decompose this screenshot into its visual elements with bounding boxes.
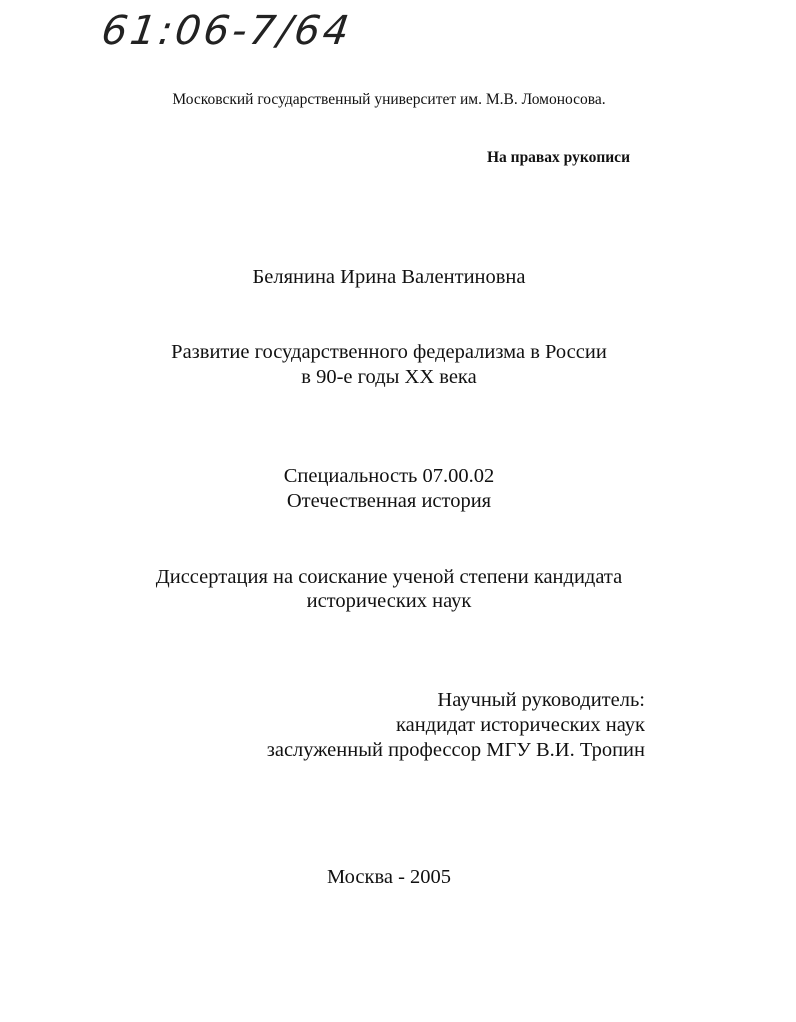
degree-line-2: исторических наук: [306, 590, 472, 612]
university-name: Московский государственный университет им. М.В. Ломоносова.: [172, 91, 606, 108]
specialty-name: Отечественная история: [286, 490, 492, 512]
specialty-code: Специальность 07.00.02: [283, 465, 495, 487]
title-line-2: в 90-е годы XX века: [301, 366, 477, 388]
supervisor-label: Научный руководитель:: [437, 689, 645, 711]
manuscript-rights-note: На правах рукописи: [486, 149, 630, 166]
handwritten-archive-code: 61:06-7/64: [98, 8, 355, 54]
title-line-1: Развитие государственного федерализма в России: [171, 341, 607, 363]
supervisor-name: заслуженный профессор МГУ В.И. Тропин: [266, 739, 645, 761]
author-name: Белянина Ирина Валентиновна: [252, 266, 526, 288]
city-year: Москва - 2005: [326, 866, 452, 888]
degree-line-1: Диссертация на соискание ученой степени кандидата: [155, 566, 623, 588]
supervisor-degree: кандидат исторических наук: [396, 714, 645, 736]
